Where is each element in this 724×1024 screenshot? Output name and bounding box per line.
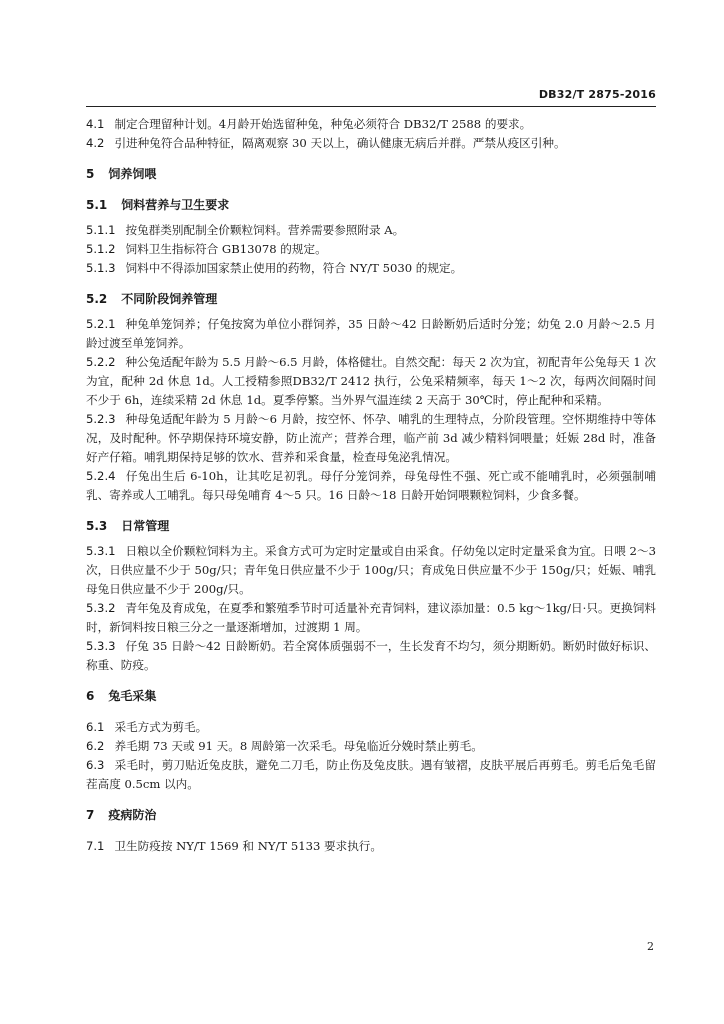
- clause-number: 5.3.1: [86, 544, 116, 558]
- clause: [86, 718, 656, 737]
- clause-text: 饲料营养与卫生要求: [121, 198, 230, 212]
- clause-number: 5.3.3: [86, 639, 116, 653]
- clause-text: 饲料中不得添加国家禁止使用的药物，符合 NY/T 5030 的规定。: [125, 261, 463, 275]
- header-rule: [86, 106, 656, 107]
- clause-text: 仔兔出生后 6-10h，让其吃足初乳。母仔分笼饲养，母兔母性不强、死亡或不能哺乳时，必须强制哺乳、寄养或人工哺乳。每只母兔哺育 4～5 只。16 日龄～18 日龄开始饲喂颗粒饲料，少食多餐。: [86, 469, 656, 502]
- clause-text: 养毛期 73 天或 91 天。8 周龄第一次采毛。母兔临近分娩时禁止剪毛。: [114, 739, 483, 753]
- clause: [86, 315, 656, 353]
- clause-number: 5.1.3: [86, 261, 116, 275]
- clause: [86, 737, 656, 756]
- clause-number: 6.2: [86, 739, 105, 753]
- clause-text: 引进种兔符合品种特征，隔离观察 30 天以上，确认健康无病后并群。严禁从疫区引种。: [114, 136, 566, 150]
- clause-number: 5.1.2: [86, 242, 116, 256]
- clause-number: 5.2.3: [86, 412, 116, 426]
- clause-text: 兔毛采集: [108, 689, 157, 703]
- clause-text: 采毛时，剪刀贴近兔皮肤，避免二刀毛，防止伤及兔皮肤。遇有皱褶，皮肤平展后再剪毛。剪毛后兔毛留茬高度 0.5cm 以内。: [86, 758, 656, 791]
- clause: [86, 353, 656, 410]
- clause-number: 5.2.1: [86, 317, 116, 331]
- clause-number: 5.1: [86, 198, 108, 212]
- clause-number: 5.3.2: [86, 601, 116, 615]
- clause: [86, 240, 656, 259]
- clause-number: 6: [86, 689, 95, 703]
- clause-number: 4.1: [86, 117, 105, 131]
- clause: [86, 134, 656, 153]
- clause-text: 采毛方式为剪毛。: [114, 720, 208, 734]
- clause-number: 6.3: [86, 758, 105, 772]
- clause-text: 种母兔适配年龄为 5 月龄～6 月龄，按空怀、怀孕、哺乳的生理特点，分阶段管理。空怀期维持中等体况，及时配种。怀孕期保持环境安静，防止流产；营养合理，临产前 3d 减少精料饲喂量；妊娠 28d 时，准备好产仔箱。哺乳期保持足够的饮水、营养和采食量，检查母兔泌乳情况。: [86, 412, 656, 464]
- clause-text: 饲养饲喂: [108, 167, 157, 181]
- clause-text: 制定合理留种计划。4月龄开始选留种兔，种兔必须符合 DB32/T 2588 的要求。: [114, 117, 532, 131]
- clause-number: 5.3: [86, 519, 108, 533]
- clause-text: 种兔单笼饲养；仔兔按窝为单位小群饲养，35 日龄～42 日龄断奶后适时分笼；幼兔 2.0 月龄～2.5 月龄过渡至单笼饲养。: [86, 317, 656, 350]
- subsection-heading: [86, 196, 656, 215]
- clause-text: 种公兔适配年龄为 5.5 月龄～6.5 月龄，体格健壮。自然交配：每天 2 次为宜，初配青年公兔每天 1 次为宜，配种 2d 休息 1d。人工授精参照DB32/T 2412 执行，公兔采精频率，每天 1～2 次，每两次间隔时间不少于 6h，连续采精 2d 休息 1d。夏季停繁。当外界气温连续 2 天高于 30℃时，停止配种和采精。: [86, 355, 656, 407]
- clause-number: 5: [86, 167, 95, 181]
- clause-number: 6.1: [86, 720, 105, 734]
- section-heading: [86, 806, 656, 825]
- clause: [86, 756, 656, 794]
- page-number: 2: [647, 940, 654, 953]
- clause-text: 日常管理: [121, 519, 170, 533]
- document-body: [86, 115, 656, 856]
- section-heading: [86, 165, 656, 184]
- clause: [86, 221, 656, 240]
- clause: [86, 599, 656, 637]
- clause-text: 青年兔及育成兔，在夏季和繁殖季节时可适量补充青饲料，建议添加量：0.5 kg～1kg/日·只。更换饲料时，新饲料按日粮三分之一量逐渐增加，过渡期 1 周。: [86, 601, 656, 634]
- clause-text: 卫生防疫按 NY/T 1569 和 NY/T 5133 要求执行。: [114, 839, 382, 853]
- clause: [86, 837, 656, 856]
- clause-text: 疫病防治: [108, 808, 157, 822]
- clause-text: 按兔群类别配制全价颗粒饲料。营养需要参照附录 A。: [125, 223, 405, 237]
- clause: [86, 542, 656, 599]
- clause-number: 7: [86, 808, 95, 822]
- clause-number: 5.1.1: [86, 223, 116, 237]
- clause-number: 4.2: [86, 136, 105, 150]
- clause: [86, 115, 656, 134]
- subsection-heading: [86, 290, 656, 309]
- clause-number: 5.2.4: [86, 469, 116, 483]
- clause: [86, 259, 656, 278]
- clause: [86, 637, 656, 675]
- clause: [86, 467, 656, 505]
- clause-text: 饲料卫生指标符合 GB13078 的规定。: [125, 242, 327, 256]
- section-heading: [86, 687, 656, 706]
- clause-text: 仔兔 35 日龄～42 日龄断奶。若全窝体质强弱不一，生长发育不均匀，须分期断奶。断奶时做好标识、称重、防疫。: [86, 639, 656, 672]
- clause-number: 5.2: [86, 292, 108, 306]
- clause-text: 日粮以全价颗粒饲料为主。采食方式可为定时定量或自由采食。仔幼兔以定时定量采食为宜。日喂 2～3 次，日供应量不少于 50g/只；青年兔日供应量不少于 100g/只；育成兔日供应量不少于 150g/只；妊娠、哺乳母兔日供应量不少于 200g/只。: [86, 544, 656, 596]
- clause-text: 不同阶段饲养管理: [121, 292, 218, 306]
- clause-number: 5.2.2: [86, 355, 116, 369]
- document-id-header: DB32/T 2875-2016: [538, 88, 656, 101]
- clause: [86, 410, 656, 467]
- subsection-heading: [86, 517, 656, 536]
- clause-number: 7.1: [86, 839, 105, 853]
